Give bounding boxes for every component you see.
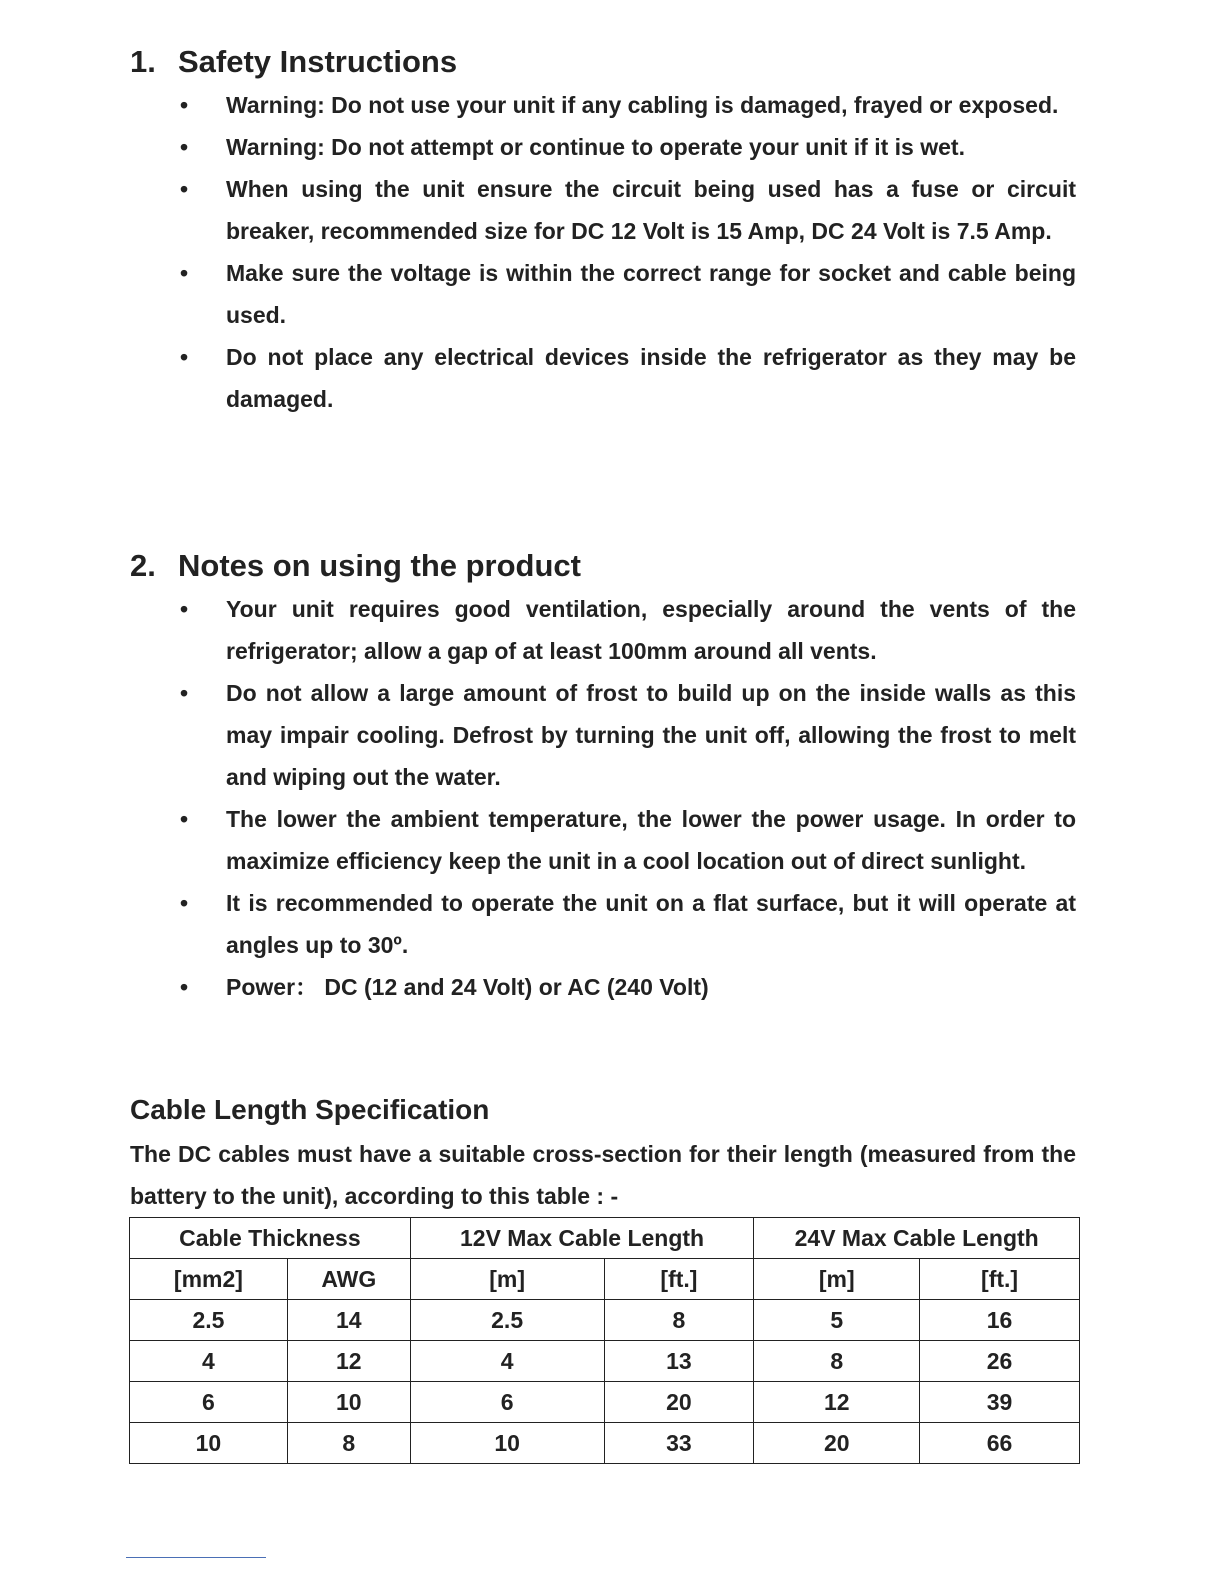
table-cell: 10 — [287, 1382, 410, 1423]
table-row — [130, 1423, 1080, 1464]
table-cell: 10 — [410, 1423, 604, 1464]
section1-number: 1. — [130, 44, 156, 79]
section2-title: Notes on using the product — [178, 548, 581, 583]
header-cell: [ft.] — [920, 1259, 1080, 1300]
table-cell: 4 — [130, 1341, 288, 1382]
list-item: • It is recommended to operate the unit on a flat surface, but it will operate at angles up to 30º. — [176, 882, 1076, 966]
section2-number: 2. — [130, 548, 156, 583]
list-item: • Make sure the voltage is within the correct range for socket and cable being used. — [176, 252, 1076, 336]
table-cell: 39 — [920, 1382, 1080, 1423]
header-cell: [mm2] — [130, 1259, 288, 1300]
notes-list — [176, 588, 1076, 1008]
bullet-icon: • — [179, 134, 189, 160]
bullet-icon: • — [179, 890, 189, 916]
table-cell: 2.5 — [410, 1300, 604, 1341]
table-cell: 12 — [287, 1341, 410, 1382]
bullet-icon: • — [179, 596, 189, 622]
bullet-icon: • — [179, 260, 189, 286]
table-cell: 20 — [754, 1423, 920, 1464]
safety-list — [176, 84, 1076, 420]
table-row — [130, 1300, 1080, 1341]
table-cell: 26 — [920, 1341, 1080, 1382]
table-cell: 66 — [920, 1423, 1080, 1464]
table-row — [130, 1341, 1080, 1382]
table-cell: 16 — [920, 1300, 1080, 1341]
cable-spec-title: Cable Length Specification — [130, 1094, 490, 1125]
table-cell: 14 — [287, 1300, 410, 1341]
header-cable-thickness: Cable Thickness — [130, 1218, 411, 1259]
header-24v-length: 24V Max Cable Length — [754, 1218, 1080, 1259]
cable-spec-table — [129, 1217, 1080, 1464]
table-sub-header-row — [130, 1259, 1080, 1300]
cable-spec-intro: The DC cables must have a suitable cross-section for their length (measured from the battery to the unit), according to this table : - — [130, 1141, 1076, 1209]
table-cell: 6 — [410, 1382, 604, 1423]
table-cell: 4 — [410, 1341, 604, 1382]
header-cell: [ft.] — [604, 1259, 754, 1300]
bullet-icon: • — [179, 92, 189, 118]
table-cell: 33 — [604, 1423, 754, 1464]
list-item: • Your unit requires good ventilation, especially around the vents of the refrigerator; allow a gap of at least 100mm around all vents. — [176, 588, 1076, 672]
list-item: • Do not place any electrical devices inside the refrigerator as they may be damaged. — [176, 336, 1076, 420]
list-item: • When using the unit ensure the circuit being used has a fuse or circuit breaker, recommended size for DC 12 Volt is 15 Amp, DC 24 Volt is 7.5 Amp. — [176, 168, 1076, 252]
header-cell: [m] — [410, 1259, 604, 1300]
section2-heading — [130, 548, 581, 584]
table-cell: 13 — [604, 1341, 754, 1382]
bullet-icon: • — [179, 974, 189, 1000]
header-cell: AWG — [287, 1259, 410, 1300]
table-cell: 5 — [754, 1300, 920, 1341]
table-cell: 2.5 — [130, 1300, 288, 1341]
table-group-header-row — [130, 1218, 1080, 1259]
table-cell: 8 — [287, 1423, 410, 1464]
list-item: • Power： DC (12 and 24 Volt) or AC (240 Volt) — [176, 966, 1076, 1008]
table-cell: 20 — [604, 1382, 754, 1423]
table-cell: 10 — [130, 1423, 288, 1464]
list-item: • Do not allow a large amount of frost to build up on the inside walls as this may impair cooling. Defrost by turning the unit off, allowing the frost to melt and wiping out the water. — [176, 672, 1076, 798]
bullet-icon: • — [179, 344, 189, 370]
table-cell: 6 — [130, 1382, 288, 1423]
header-cell: [m] — [754, 1259, 920, 1300]
list-item: • The lower the ambient temperature, the lower the power usage. In order to maximize efficiency keep the unit in a cool location out of direct sunlight. — [176, 798, 1076, 882]
table-row — [130, 1382, 1080, 1423]
list-item: • Warning: Do not attempt or continue to operate your unit if it is wet. — [176, 126, 1076, 168]
section1-title: Safety Instructions — [178, 44, 458, 79]
table-cell: 12 — [754, 1382, 920, 1423]
table-cell: 8 — [604, 1300, 754, 1341]
list-item: • Warning: Do not use your unit if any cabling is damaged, frayed or exposed. — [176, 84, 1076, 126]
header-12v-length: 12V Max Cable Length — [410, 1218, 754, 1259]
bullet-icon: • — [179, 806, 189, 832]
footer-rule — [126, 1557, 266, 1558]
table-cell: 8 — [754, 1341, 920, 1382]
section1-heading — [130, 44, 457, 80]
bullet-icon: • — [179, 680, 189, 706]
bullet-icon: • — [179, 176, 189, 202]
